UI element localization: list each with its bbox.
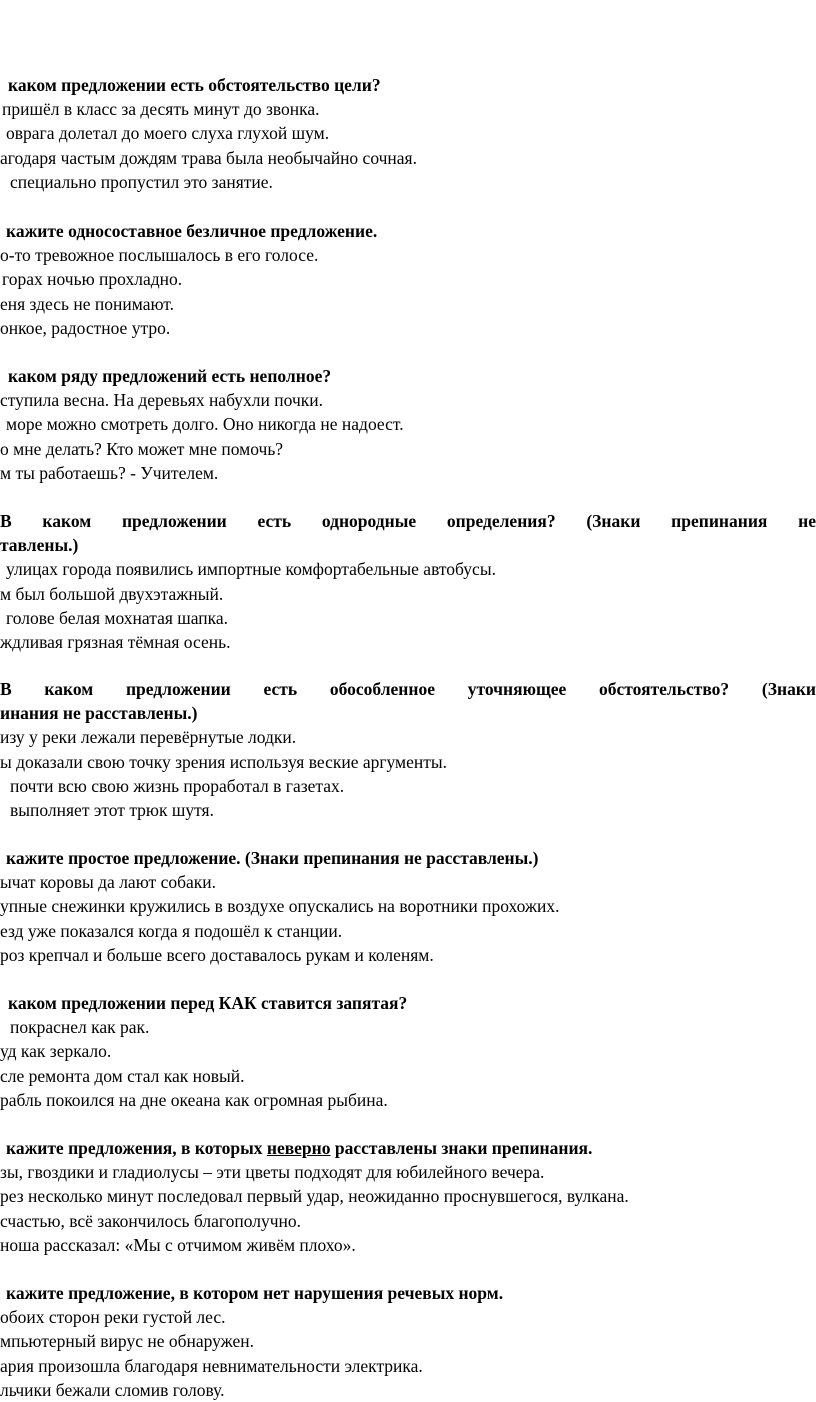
question-2-heading: кажите односоставное безличное предложение. xyxy=(6,221,378,241)
question-9-option-3: ария произошла благодаря невнимательности электрика. xyxy=(0,1355,423,1376)
question-7-option-4: рабль покоился на дне океана как огромная рыбина. xyxy=(0,1089,388,1110)
question-1 xyxy=(0,73,816,194)
question-6-option-2: упные снежинки кружились в воздухе опускались на воротники прохожих. xyxy=(0,896,560,917)
question-8-option-1: зы, гвоздики и гладиолусы – эти цветы подходят для юбилейного вечера. xyxy=(0,1162,545,1183)
question-7-option-2: уд как зеркало. xyxy=(0,1041,112,1062)
question-2-option-3: еня здесь не понимают. xyxy=(0,293,175,314)
question-3-heading: каком ряду предложений есть неполное? xyxy=(8,366,332,386)
question-6 xyxy=(0,846,816,967)
question-2-option-4: онкое, радостное утро. xyxy=(0,317,171,338)
question-6-option-3: езд уже показался когда я подошёл к станции. xyxy=(0,920,343,941)
question-3-option-1: ступила весна. На деревьях набухли почки. xyxy=(0,390,323,411)
question-8-option-4: ноша рассказал: «Мы с отчимом живём плохо». xyxy=(0,1234,356,1255)
question-3 xyxy=(0,364,816,485)
question-8-heading-underlined: неверно xyxy=(266,1138,331,1158)
question-8-heading-part-2: расставлены знаки препинания. xyxy=(330,1138,593,1158)
question-5-option-3: почти всю свою жизнь проработал в газетах. xyxy=(10,775,345,796)
question-5-option-2: ы доказали свою точку зрения используя веские аргументы. xyxy=(0,751,448,772)
question-2 xyxy=(0,219,816,340)
question-4-heading-cont: тавлены.) xyxy=(0,535,79,556)
question-1-heading: каком предложении есть обстоятельство цели? xyxy=(8,75,381,95)
question-6-option-1: ычат коровы да лают собаки. xyxy=(0,872,216,893)
question-8-option-3: счастью, всё закончилось благополучно. xyxy=(0,1210,302,1231)
question-5-option-4: выполняет этот трюк шутя. xyxy=(10,800,214,821)
question-5 xyxy=(0,677,816,822)
question-8-option-2: рез несколько минут последовал первый удар, неожиданно проснувшегося, вулкана. xyxy=(0,1186,629,1207)
question-3-option-2: море можно смотреть долго. Оно никогда не надоест. xyxy=(6,414,404,435)
question-5-option-1: изу у реки лежали перевёрнутые лодки. xyxy=(0,727,297,748)
question-1-option-3: агодаря частым дождям трава была необычайно сочная. xyxy=(0,147,417,168)
question-5-heading-cont: инания не расставлены.) xyxy=(0,703,198,724)
question-1-option-2: оврага долетал до моего слуха глухой шум. xyxy=(6,123,330,144)
question-4 xyxy=(0,509,816,654)
question-3-option-3: о мне делать? Кто может мне помочь? xyxy=(0,438,284,459)
question-7-heading: каком предложении перед КАК ставится запятая? xyxy=(8,993,408,1013)
question-3-option-4: м ты работаешь? - Учителем. xyxy=(0,462,219,483)
question-6-heading: кажите простое предложение. (Знаки препинания не расставлены.) xyxy=(6,848,539,868)
question-7 xyxy=(0,991,816,1112)
question-7-option-3: сле ремонта дом стал как новый. xyxy=(0,1065,245,1086)
question-8 xyxy=(0,1136,816,1257)
question-2-option-1: о-то тревожное послышалось в его голосе. xyxy=(0,245,319,266)
question-9-option-4: льчики бежали сломив голову. xyxy=(0,1379,225,1400)
question-4-option-2: м был большой двухэтажный. xyxy=(0,583,224,604)
question-4-option-4: ждливая грязная тёмная осень. xyxy=(0,632,231,653)
question-2-option-2: горах ночью прохладно. xyxy=(2,269,183,290)
question-9 xyxy=(0,1281,816,1402)
question-9-option-1: обоих сторон реки густой лес. xyxy=(0,1307,226,1328)
question-4-option-1: улицах города появились импортные комфортабельные автобусы. xyxy=(6,559,496,580)
question-6-option-4: роз крепчал и больше всего доставалось рукам и коленям. xyxy=(0,944,434,965)
question-1-option-4: специально пропустил это занятие. xyxy=(10,171,273,192)
question-4-heading: В каком предложении есть однородные определения? (Знаки препинания не xyxy=(0,511,816,531)
question-5-heading: В каком предложении есть обособленное уточняющее обстоятельство? (Знаки xyxy=(0,679,816,699)
question-1-option-1: пришёл в класс за десять минут до звонка. xyxy=(2,99,320,120)
question-9-heading: кажите предложение, в котором нет нарушения речевых норм. xyxy=(6,1283,504,1303)
question-4-option-3: голове белая мохнатая шапка. xyxy=(6,607,229,628)
question-9-option-2: мпьютерный вирус не обнаружен. xyxy=(0,1331,255,1352)
question-7-option-1: покраснел как рак. xyxy=(10,1017,150,1038)
question-8-heading-part-1: кажите предложения, в которых xyxy=(6,1138,267,1158)
question-8-heading xyxy=(0,1136,816,1160)
